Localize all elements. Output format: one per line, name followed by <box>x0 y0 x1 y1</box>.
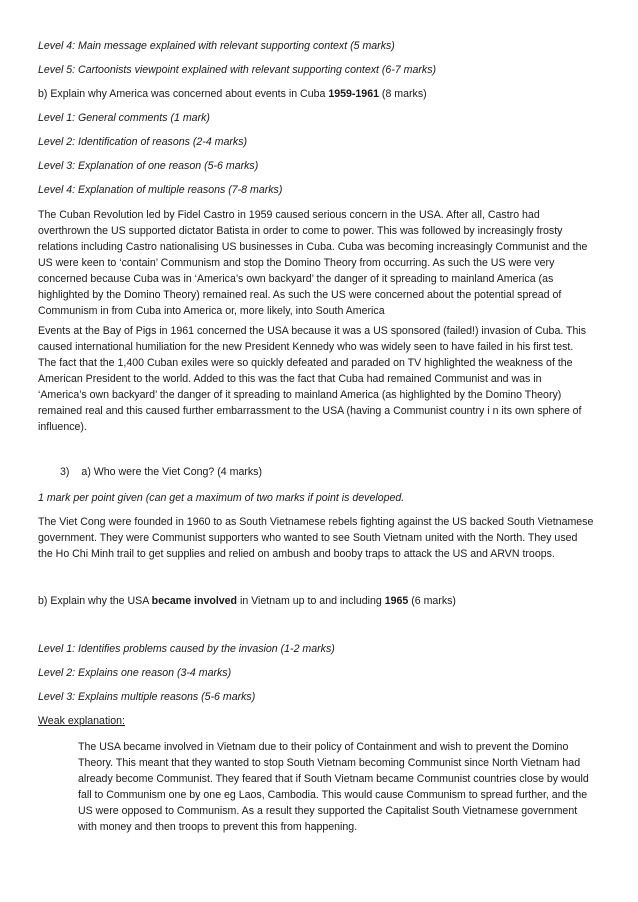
question-3a: 3) a) Who were the Viet Cong? (4 marks) <box>60 466 262 478</box>
q2b-level-4: Level 4: Explanation of multiple reasons (7-8 marks) <box>38 184 283 196</box>
question-3b: b) Explain why the USA became involved in Vietnam up to and including 1965 (6 marks) <box>38 595 456 607</box>
level-4-cartoon: Level 4: Main message explained with relevant supporting context (5 marks) <box>38 40 395 52</box>
paragraph-cuban-revolution: The Cuban Revolution led by Fidel Castro in 1959 caused serious concern in the USA. After all, Castro had overthrown the US supported dictator Batista in order to come to power. This was followed by increasingly frosty relations including Castro nationalising US businesses in Cuba. Cuba was becoming increasingly Communist and the US were keen to ‘contain’ Communism and stop the Domino Theory from occurring. As such the US were very concerned because Cuba was in ‘America’s own backyard’ the danger of it spreading to mainland America (as highlighted by the Domino Theory) remained real. As such the US were concerned about the potential spread of Communism in from Cuba into America or, more likely, into South America <box>38 209 588 317</box>
q2b-level-2: Level 2: Identification of reasons (2-4 marks) <box>38 136 248 148</box>
paragraph-weak-explanation: The USA became involved in Vietnam due to their policy of Containment and wish to prevent the Domino Theory. This meant that they wanted to stop South Vietnam becoming Communist since North Vietnam had already become Communist. They feared that if South Vietnam became Communist countries close by would fall to Communism one by one eg Laos, Cambodia. This would cause Communism to spread further, and the US were opposed to Communism. As a result they supported the Capitalist South Vietnamese government with money and then troops to prevent this from happening. <box>78 741 589 833</box>
q2b-level-3: Level 3: Explanation of one reason (5-6 marks) <box>38 160 259 172</box>
paragraph-viet-cong: The Viet Cong were founded in 1960 to as South Vietnamese rebels fighting against the US backed South Vietnamese government. They were Communist supporters who wanted to see South Vietnam united with the North. They used the Ho Chi Minh trail to get supplies and relied on ambush and booby traps to attack the US and ARVN troops. <box>38 516 594 560</box>
question-2b: b) Explain why America was concerned about events in Cuba 1959-1961 (8 marks) <box>38 88 427 100</box>
weak-explanation-heading: Weak explanation: <box>38 715 125 727</box>
q3a-mark-note: 1 mark per point given (can get a maximum of two marks if point is developed. <box>38 492 405 504</box>
q3b-level-3: Level 3: Explains multiple reasons (5-6 marks) <box>38 691 256 703</box>
q3b-level-1: Level 1: Identifies problems caused by the invasion (1-2 marks) <box>38 643 335 655</box>
level-5-cartoon: Level 5: Cartoonists viewpoint explained with relevant supporting context (6-7 marks) <box>38 64 437 76</box>
q3b-level-2: Level 2: Explains one reason (3-4 marks) <box>38 667 232 679</box>
paragraph-bay-of-pigs: Events at the Bay of Pigs in 1961 concerned the USA because it was a US sponsored (failed!) invasion of Cuba. This caused international humiliation for the new President Kennedy who was widely seen to have failed in his first test. The fact that the 1,400 Cuban exiles were so quickly defeated and paraded on TV highlighted the weakness of the American President to the world. Added to this was the fact that Cuba had remained Communist and was in ‘America’s own backyard’ the danger of it spreading to mainland America (as highlighted by the Domino Theory) remained real and this caused further embarrassment to the USA (having a Communist country i n its own sphere of influence). <box>38 325 587 433</box>
q2b-level-1: Level 1: General comments (1 mark) <box>38 112 210 124</box>
